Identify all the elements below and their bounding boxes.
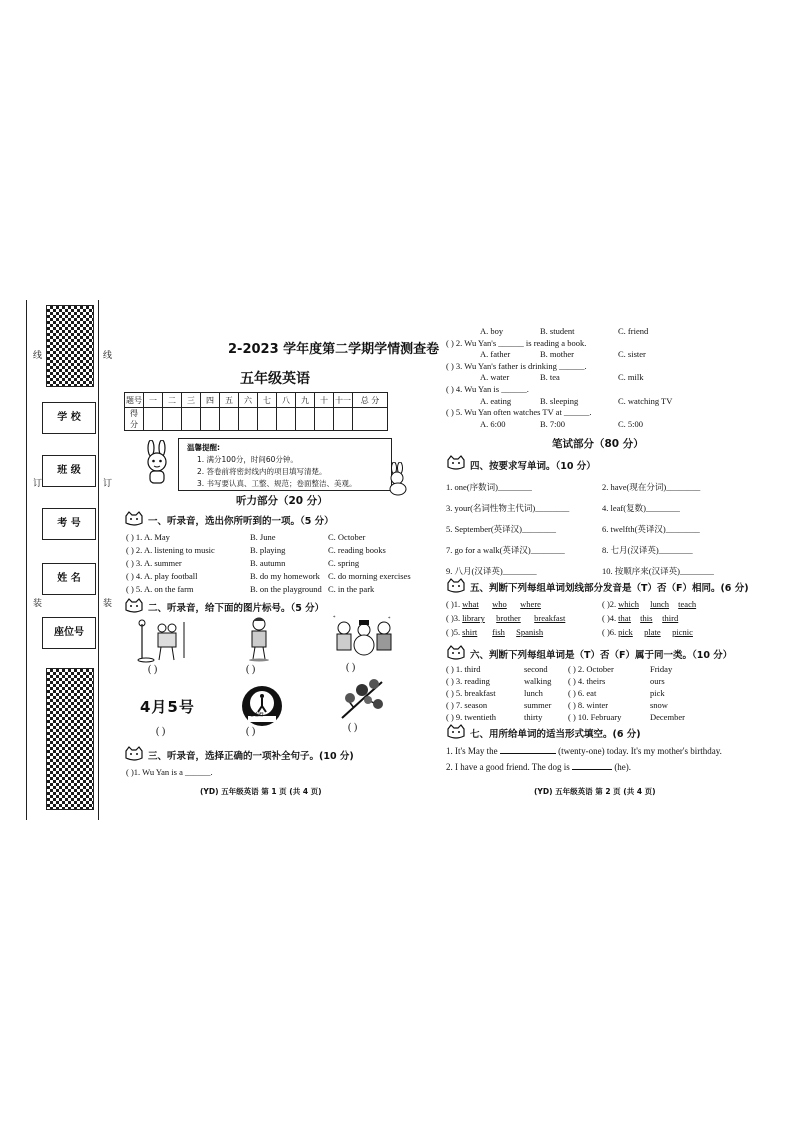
score-header-cell: 八 xyxy=(277,393,296,408)
question-list xyxy=(126,531,416,596)
question-option-c[interactable]: C. in the park xyxy=(328,584,375,594)
category-word: thirty xyxy=(524,712,543,722)
girl-picture xyxy=(244,616,274,662)
section-6-right xyxy=(568,663,685,723)
category-word: walking xyxy=(524,676,552,686)
cat-face-icon xyxy=(124,746,144,761)
question-option-b[interactable]: B. 7:00 xyxy=(540,418,566,429)
question-row xyxy=(446,371,736,383)
section-5-right xyxy=(602,597,696,639)
score-header-cell: 三 xyxy=(182,393,201,408)
category-word: lunch xyxy=(524,688,543,698)
question-text: (twenty-one) today. It's my mother's birthday. xyxy=(558,746,722,756)
score-header-cell: 二 xyxy=(163,393,182,408)
word-task[interactable]: 9. 八月(汉译英)________ xyxy=(446,566,537,576)
question-option-c[interactable]: C. friend xyxy=(618,326,649,336)
category-word: second xyxy=(524,664,548,674)
question-option-b[interactable]: B. mother xyxy=(540,349,574,360)
category-row[interactable] xyxy=(446,687,551,699)
category-word: ( ) 7. season xyxy=(446,700,488,710)
svg-text:*: * xyxy=(333,616,336,621)
fill-blank-question xyxy=(446,743,722,759)
category-word: ( ) 3. reading xyxy=(446,676,490,686)
word: plate xyxy=(644,627,661,637)
margin-mark: 线 xyxy=(31,350,41,359)
section-5-title: 五、判断下列每组单词划线部分发音是（T）否（F）相同。(6 分) xyxy=(470,583,749,594)
tips-line: 2. 答卷前将密封线内的项目填写清楚。 xyxy=(197,467,327,476)
category-word: ( ) 10. February xyxy=(568,712,622,722)
score-header-cell: 总 分 xyxy=(353,393,388,408)
word: Spanish xyxy=(516,627,544,637)
picture-answer-bracket[interactable]: ( ) xyxy=(346,662,356,673)
section-2-title: 二、听录音，给下面的图片标号。（5 分） xyxy=(148,603,325,614)
section-3-title: 三、听录音，选择正确的一项补全句子。(10 分) xyxy=(148,751,354,762)
word-task[interactable]: 8. 七月(汉译英)________ xyxy=(602,545,693,555)
question-option-a[interactable]: A. 6:00 xyxy=(480,418,506,429)
category-word: ( ) 9. twentieth xyxy=(446,712,497,722)
question-row xyxy=(446,337,736,349)
rabbit-icon xyxy=(384,462,410,496)
question-text: 1. It's May the xyxy=(446,746,498,756)
question-row xyxy=(446,325,736,337)
section-6-left xyxy=(446,663,551,723)
question-row xyxy=(446,406,736,418)
score-table xyxy=(124,392,388,431)
word-task[interactable]: 3. your(名词性物主代词)________ xyxy=(446,503,570,513)
word: shirt xyxy=(462,627,478,637)
answer-bracket[interactable]: ( )4. xyxy=(602,613,617,623)
score-cell[interactable] xyxy=(182,408,201,431)
section-6-title: 六、判断下列每组单词是（T）否（F）属于同一类。（10 分） xyxy=(470,650,733,661)
category-word: ( ) 5. breakfast xyxy=(446,688,496,698)
category-word: ours xyxy=(650,676,665,686)
page-footer-left: (YD) 五年级英语 第 1 页 (共 4 页) xyxy=(200,787,322,796)
word-task[interactable]: 10. 按顺序来(汉译英)________ xyxy=(602,566,714,576)
question-option-c[interactable]: C. do morning exercises xyxy=(328,571,411,581)
score-cell[interactable] xyxy=(163,408,182,431)
checker-pattern-top xyxy=(46,305,94,387)
category-row[interactable] xyxy=(446,711,551,723)
date-picture-text: 4月5号 xyxy=(140,698,195,716)
section-7-title: 七、用所给单词的适当形式填空。(6 分) xyxy=(470,729,641,740)
score-header-cell: 题号 xyxy=(125,393,144,408)
phonics-row[interactable] xyxy=(446,597,565,611)
cat-face-icon xyxy=(124,598,144,613)
category-word: Friday xyxy=(650,664,673,674)
word-task[interactable]: 7. go for a walk(英译汉)________ xyxy=(446,545,565,555)
score-header-cell: 十 xyxy=(315,393,334,408)
category-word: ( ) 1. third xyxy=(446,664,481,674)
snowman-picture xyxy=(330,614,394,660)
answer-bracket[interactable]: ( )2. xyxy=(602,599,617,609)
listening-heading: 听力部分（20 分） xyxy=(236,495,328,507)
question-option-a[interactable]: A. father xyxy=(480,349,511,360)
category-word: pick xyxy=(650,688,665,698)
section-4-title: 四、按要求写单词。（10 分） xyxy=(470,461,596,472)
score-cell[interactable] xyxy=(334,408,353,431)
question-option-a[interactable]: ( ) 1. A. May xyxy=(126,532,170,542)
picture-answer-bracket[interactable]: ( ) xyxy=(246,664,256,675)
category-word: ( ) 4. theirs xyxy=(568,676,606,686)
score-cell[interactable] xyxy=(315,408,334,431)
score-cell[interactable] xyxy=(239,408,258,431)
word-task[interactable]: 1. one(序数词)________ xyxy=(446,482,532,492)
score-table-row xyxy=(125,393,388,408)
tips-title: 温馨提醒: xyxy=(187,443,220,452)
question-option-a[interactable]: ( ) 4. A. play football xyxy=(126,571,198,581)
category-row[interactable] xyxy=(568,711,685,723)
children-playing-picture xyxy=(134,618,190,664)
score-header-cell: 十一 xyxy=(334,393,353,408)
score-cell[interactable] xyxy=(353,408,388,431)
bunny-icon xyxy=(140,440,174,486)
question-text: ( ) 4. Wu Yan is ______. xyxy=(446,383,529,394)
category-row[interactable] xyxy=(446,699,551,711)
score-table-row xyxy=(125,408,388,431)
class-label: 班 级 xyxy=(42,455,96,487)
keep-right-sign-picture xyxy=(240,684,284,728)
category-word: ( ) 6. eat xyxy=(568,688,597,698)
word: library xyxy=(462,613,485,623)
word: picnic xyxy=(672,627,693,637)
picture-answer-bracket[interactable]: ( ) xyxy=(348,722,358,733)
phonics-row[interactable] xyxy=(602,597,696,611)
score-cell[interactable] xyxy=(296,408,315,431)
question-text: ( ) 5. Wu Yan often watches TV at ______. xyxy=(446,407,592,418)
score-header-cell: 五 xyxy=(220,393,239,408)
cat-face-icon xyxy=(446,645,466,660)
page-footer-right: (YD) 五年级英语 第 2 页 (共 4 页) xyxy=(534,787,656,796)
category-word: ( ) 2. October xyxy=(568,664,614,674)
answer-bracket[interactable]: ( )1. xyxy=(446,599,461,609)
question-row xyxy=(446,395,736,407)
category-word: snow xyxy=(650,700,668,710)
score-row-label: 得 分 xyxy=(125,408,144,431)
word: what xyxy=(462,599,479,609)
word-task[interactable]: 4. leaf(复数)________ xyxy=(602,503,680,513)
phonics-row[interactable] xyxy=(602,625,696,639)
question-option-b[interactable]: B. June xyxy=(250,532,276,542)
question-option-b[interactable]: B. sleeping xyxy=(540,395,579,406)
word: breakfast xyxy=(534,613,566,623)
question-option-b[interactable]: B. playing xyxy=(250,545,286,555)
word: brother xyxy=(496,613,521,623)
category-row[interactable] xyxy=(446,675,551,687)
question-row xyxy=(126,544,416,557)
picture-answer-bracket[interactable]: ( ) xyxy=(148,664,158,675)
category-row[interactable] xyxy=(568,663,685,675)
question-row xyxy=(126,557,416,570)
question-option-c[interactable]: C. 5:00 xyxy=(618,418,644,429)
question-option-c[interactable]: C. sister xyxy=(618,349,646,360)
question-row xyxy=(446,348,736,360)
question-option-a[interactable]: ( ) 5. A. on the farm xyxy=(126,584,194,594)
section-1-title: 一、听录音，选出你所听到的一项。（5 分） xyxy=(148,516,334,527)
picture-answer-bracket[interactable]: ( ) xyxy=(156,726,166,737)
word: fish xyxy=(492,627,505,637)
score-header-cell: 九 xyxy=(296,393,315,408)
score-header-cell: 七 xyxy=(258,393,277,408)
writing-heading: 笔试部分（80 分） xyxy=(552,438,644,450)
question-option-b[interactable]: B. autumn xyxy=(250,558,286,568)
picture-answer-bracket[interactable]: ( ) xyxy=(246,726,256,737)
question-row xyxy=(446,360,736,372)
score-cell[interactable] xyxy=(258,408,277,431)
question-row xyxy=(446,418,736,430)
phonics-row[interactable] xyxy=(446,625,565,639)
word: who xyxy=(492,599,507,609)
question-row xyxy=(126,531,416,544)
fill-blank-question xyxy=(446,759,722,775)
score-cell[interactable] xyxy=(220,408,239,431)
tips-line: 3. 书写要认真、工整、规范；卷面整洁、美观。 xyxy=(197,479,357,488)
answer-blank[interactable] xyxy=(572,760,612,770)
margin-line xyxy=(98,300,99,820)
margin-mark: 线 xyxy=(101,350,111,359)
word: that xyxy=(618,613,631,623)
category-row[interactable] xyxy=(568,687,685,699)
word: where xyxy=(520,599,541,609)
question-row xyxy=(446,383,736,395)
checker-pattern-bottom xyxy=(46,668,94,810)
answer-bracket[interactable]: ( )3. xyxy=(446,613,461,623)
question-row xyxy=(126,583,416,596)
margin-mark: 订 xyxy=(31,478,41,487)
category-word: summer xyxy=(524,700,552,710)
answer-blank[interactable] xyxy=(500,744,556,754)
question-option-a[interactable]: ( ) 2. A. listening to music xyxy=(126,545,215,555)
category-word: December xyxy=(650,712,685,722)
section-7-questions xyxy=(446,743,722,775)
question-option-b[interactable]: B. student xyxy=(540,326,575,336)
tips-box xyxy=(178,438,392,491)
cat-face-icon xyxy=(446,724,466,739)
word: which xyxy=(618,599,639,609)
question-option-c[interactable]: C. milk xyxy=(618,372,644,383)
question-continuation xyxy=(446,325,736,429)
name-label: 姓 名 xyxy=(42,563,96,595)
category-word: ( ) 8. winter xyxy=(568,700,609,710)
phonics-row[interactable] xyxy=(446,611,565,625)
word-task[interactable]: 6. twelfth(英译汉)________ xyxy=(602,524,700,534)
question-option-b[interactable]: B. on the playground xyxy=(250,584,322,594)
margin-mark: 订 xyxy=(101,478,111,487)
score-cell[interactable] xyxy=(144,408,163,431)
question-option-a[interactable]: A. water xyxy=(480,372,510,383)
svg-text:*: * xyxy=(388,617,391,622)
question-text: ( ) 3. Wu Yan's father is drinking ______. xyxy=(446,360,587,371)
school-label: 学 校 xyxy=(42,402,96,434)
margin-line xyxy=(26,300,27,820)
phonics-row[interactable] xyxy=(602,611,696,625)
score-cell[interactable] xyxy=(277,408,296,431)
category-row[interactable] xyxy=(446,663,551,675)
section-4-right xyxy=(602,477,714,582)
word-task[interactable]: 5. September(英译汉)________ xyxy=(446,524,557,534)
exam-subtitle: 五年级英语 xyxy=(240,371,310,387)
cat-face-icon xyxy=(446,455,466,470)
tips-line: 1. 满分100分，时间60分钟。 xyxy=(197,455,298,464)
question-option-c[interactable]: C. October xyxy=(328,532,366,542)
question-option-a[interactable]: A. eating xyxy=(480,395,512,406)
question-option-c[interactable]: C. spring xyxy=(328,558,360,568)
score-header-cell: 四 xyxy=(201,393,220,408)
margin-mark: 装 xyxy=(101,598,111,607)
branch-picture xyxy=(338,676,388,722)
word: this xyxy=(640,613,653,623)
category-row[interactable] xyxy=(568,675,685,687)
question-option-c[interactable]: C. watching TV xyxy=(618,395,673,406)
question-option-b[interactable]: B. do my homework xyxy=(250,571,320,581)
score-header-cell: 六 xyxy=(239,393,258,408)
cat-face-icon xyxy=(446,578,466,593)
exam-title: 2-2023 学年度第二学期学情测查卷 xyxy=(228,342,440,357)
cat-face-icon xyxy=(124,511,144,526)
question-option-c[interactable]: C. reading books xyxy=(328,545,386,555)
answer-bracket[interactable]: ( )6. xyxy=(602,627,617,637)
category-row[interactable] xyxy=(568,699,685,711)
answer-bracket[interactable]: ( )5. xyxy=(446,627,461,637)
score-header-cell: 一 xyxy=(144,393,163,408)
question-text: 2. I have a good friend. The dog is xyxy=(446,762,570,772)
question-option-b[interactable]: B. tea xyxy=(540,372,560,383)
word: third xyxy=(662,613,679,623)
question-option-a[interactable]: A. boy xyxy=(480,326,504,336)
sign-caption: 靠右行 xyxy=(250,713,264,718)
word: lunch xyxy=(650,599,670,609)
question-text: ( ) 2. Wu Yan's ______ is reading a book. xyxy=(446,337,587,348)
section-5-left xyxy=(446,597,565,639)
seat-label: 座位号 xyxy=(42,617,96,649)
margin-mark: 装 xyxy=(31,598,41,607)
word: pick xyxy=(618,627,633,637)
score-cell[interactable] xyxy=(201,408,220,431)
exam-no-label: 考 号 xyxy=(42,508,96,540)
section-4-left xyxy=(446,477,569,582)
question-text: (he). xyxy=(614,762,632,772)
question-row xyxy=(126,570,416,583)
word: teach xyxy=(678,599,697,609)
question-option-a[interactable]: ( ) 3. A. summer xyxy=(126,558,182,568)
word-task[interactable]: 2. have(现在分词)________ xyxy=(602,482,701,492)
section-3-question-1[interactable]: ( )1. Wu Yan is a ______. xyxy=(126,767,213,777)
